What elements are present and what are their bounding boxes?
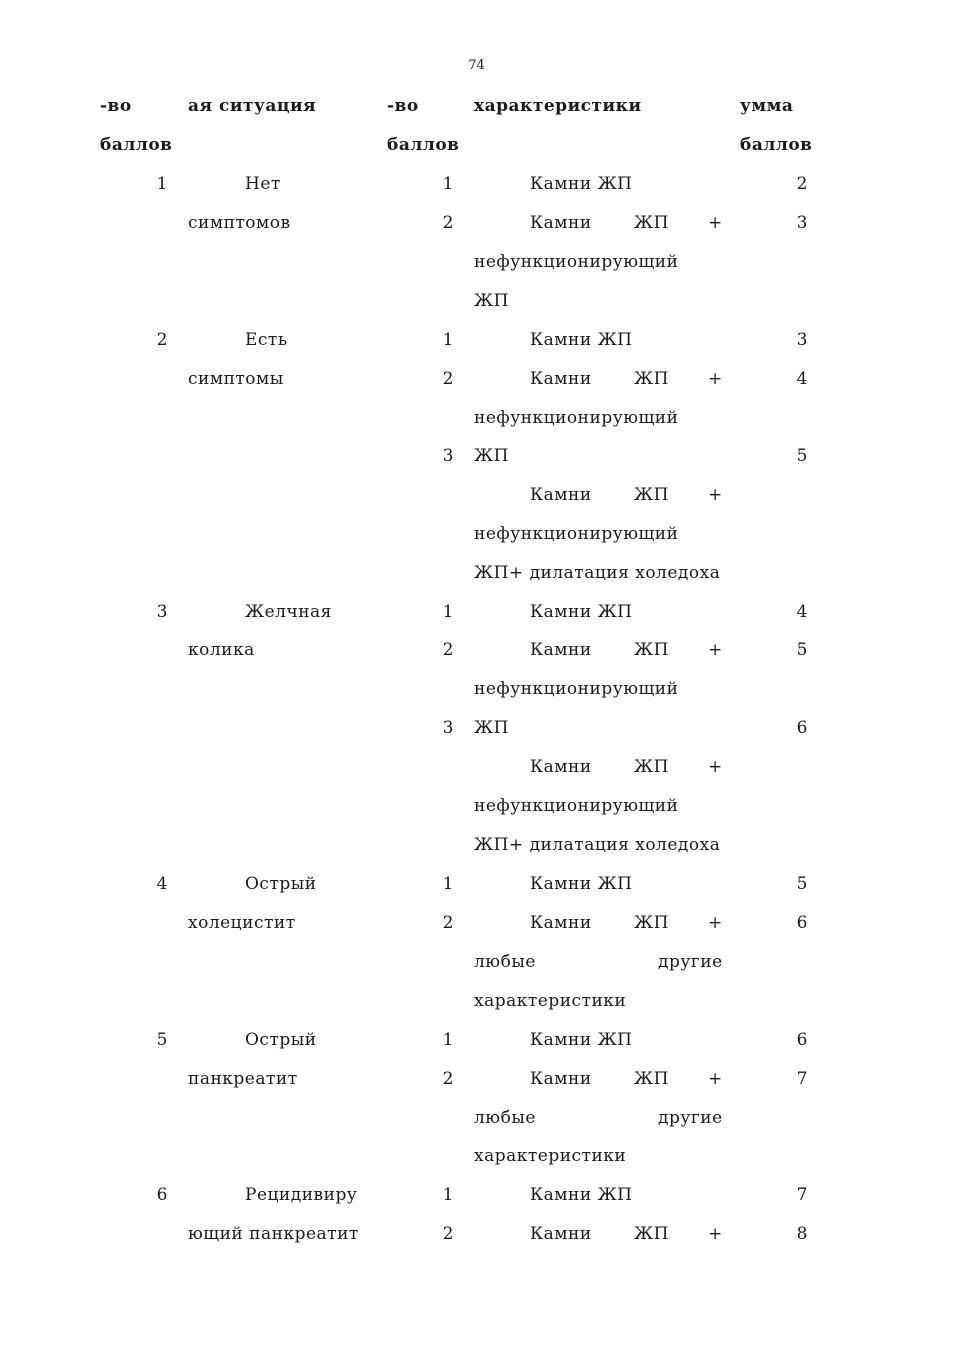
row-sub-score: 2 (442, 1224, 454, 1244)
row-situation: Острый (245, 874, 317, 894)
row-score: 6 (156, 1185, 168, 1205)
row-characteristic: характеристики (474, 1146, 627, 1166)
row-sub-score: 1 (442, 874, 454, 894)
row-characteristic: ЖП+ дилатация холедоха (474, 563, 721, 583)
table-row (0, 165, 953, 204)
table-row (0, 865, 953, 904)
row-characteristic: ЖП (634, 213, 669, 233)
row-characteristic: + (708, 757, 723, 777)
header-clinical-situation: ая ситуация (188, 96, 317, 116)
row-characteristic: Камни (530, 1224, 592, 1244)
table-row (0, 1099, 953, 1138)
row-characteristic: ЖП (474, 446, 509, 466)
row-situation: Нет (245, 174, 281, 194)
row-characteristic: Камни (530, 913, 592, 933)
table-row (0, 360, 953, 399)
table-row (0, 982, 953, 1021)
row-sum: 8 (796, 1224, 808, 1244)
row-characteristic: Камни (530, 369, 592, 389)
row-situation: колика (188, 640, 255, 660)
row-characteristic: Камни ЖП (530, 1185, 633, 1205)
table-row (0, 593, 953, 632)
row-characteristic: Камни (530, 757, 592, 777)
row-characteristic: Камни (530, 640, 592, 660)
row-sum: 6 (796, 1030, 808, 1050)
header-sum: умма (740, 96, 794, 116)
table-row (0, 904, 953, 943)
table-header-row-2 (0, 126, 953, 165)
row-characteristic: нефункционирующий (474, 679, 679, 699)
header-characteristics: характеристики (474, 96, 642, 116)
table-row (0, 204, 953, 243)
row-characteristic: + (708, 485, 723, 505)
table-row (0, 943, 953, 982)
row-situation: симптомы (188, 369, 284, 389)
table-row (0, 670, 953, 709)
row-sub-score: 1 (442, 1185, 454, 1205)
row-characteristic: + (708, 913, 723, 933)
row-sum: 5 (796, 874, 808, 894)
table-row (0, 787, 953, 826)
table-row (0, 515, 953, 554)
row-characteristic: + (708, 1069, 723, 1089)
header-sum-unit: баллов (740, 135, 813, 155)
row-situation: Желчная (245, 602, 332, 622)
header-score-unit: баллов (100, 135, 173, 155)
header-score-count: -во (100, 96, 132, 116)
row-characteristic: ЖП (634, 640, 669, 660)
row-score: 4 (156, 874, 168, 894)
row-characteristic: Камни (530, 213, 592, 233)
row-characteristic: нефункционирующий (474, 252, 679, 272)
row-characteristic: ЖП (474, 291, 509, 311)
table-row (0, 709, 953, 748)
row-characteristic: + (708, 1224, 723, 1244)
row-score: 1 (156, 174, 168, 194)
row-sum: 6 (796, 913, 808, 933)
row-sub-score: 2 (442, 913, 454, 933)
table-header-row-1 (0, 87, 953, 126)
row-sum: 5 (796, 446, 808, 466)
table-row (0, 748, 953, 787)
row-sub-score: 3 (442, 446, 454, 466)
row-sum: 3 (796, 213, 808, 233)
row-sum: 4 (796, 369, 808, 389)
row-characteristic: ЖП (634, 1224, 669, 1244)
row-characteristic: Камни ЖП (530, 174, 633, 194)
row-sum: 6 (796, 718, 808, 738)
row-situation: ющий панкреатит (188, 1224, 359, 1244)
row-situation: симптомов (188, 213, 291, 233)
row-sum: 7 (796, 1185, 808, 1205)
row-characteristic: нефункционирующий (474, 796, 679, 816)
row-characteristic: Камни (530, 485, 592, 505)
row-characteristic: любые (474, 1108, 536, 1128)
row-score: 5 (156, 1030, 168, 1050)
row-characteristic: ЖП (634, 369, 669, 389)
table-row (0, 826, 953, 865)
row-characteristic: Камни (530, 1069, 592, 1089)
row-characteristic: ЖП (634, 485, 669, 505)
row-sub-score: 2 (442, 213, 454, 233)
row-sum: 7 (796, 1069, 808, 1089)
row-sub-score: 2 (442, 640, 454, 660)
row-characteristic: + (708, 369, 723, 389)
row-characteristic: нефункционирующий (474, 524, 679, 544)
row-situation: панкреатит (188, 1069, 298, 1089)
row-characteristic: Камни ЖП (530, 330, 633, 350)
table-row (0, 437, 953, 476)
row-sum: 4 (796, 602, 808, 622)
header-sub-score-count: -во (387, 96, 419, 116)
row-sum: 2 (796, 174, 808, 194)
row-sub-score: 2 (442, 1069, 454, 1089)
row-situation: Есть (245, 330, 288, 350)
table-row (0, 321, 953, 360)
row-characteristic: Камни ЖП (530, 602, 633, 622)
row-situation: холецистит (188, 913, 296, 933)
header-sub-score-unit: баллов (387, 135, 460, 155)
table-row (0, 631, 953, 670)
row-characteristic: характеристики (474, 991, 627, 1011)
table-row (0, 1021, 953, 1060)
row-characteristic: ЖП (634, 913, 669, 933)
table-row (0, 1176, 953, 1215)
row-characteristic: Камни ЖП (530, 1030, 633, 1050)
row-characteristic: + (708, 640, 723, 660)
row-sub-score: 3 (442, 718, 454, 738)
row-characteristic: ЖП+ дилатация холедоха (474, 835, 721, 855)
row-situation: Рецидивиру (245, 1185, 358, 1205)
row-sub-score: 1 (442, 174, 454, 194)
row-characteristic: любые (474, 952, 536, 972)
row-score: 2 (156, 330, 168, 350)
row-characteristic: другие (658, 1108, 723, 1128)
row-characteristic: нефункционирующий (474, 408, 679, 428)
row-sub-score: 1 (442, 602, 454, 622)
row-sum: 3 (796, 330, 808, 350)
table-row (0, 476, 953, 515)
row-characteristic: другие (658, 952, 723, 972)
table-row (0, 1137, 953, 1176)
row-characteristic: ЖП (634, 1069, 669, 1089)
table-row (0, 399, 953, 438)
table-row (0, 554, 953, 593)
row-situation: Острый (245, 1030, 317, 1050)
row-sum: 5 (796, 640, 808, 660)
row-sub-score: 1 (442, 330, 454, 350)
row-sub-score: 1 (442, 1030, 454, 1050)
table-row (0, 1060, 953, 1099)
row-characteristic: Камни ЖП (530, 874, 633, 894)
row-characteristic: ЖП (634, 757, 669, 777)
table-row (0, 282, 953, 321)
row-score: 3 (156, 602, 168, 622)
page-number: 74 (468, 58, 485, 73)
table-row (0, 1215, 953, 1254)
table-row (0, 243, 953, 282)
row-sub-score: 2 (442, 369, 454, 389)
row-characteristic: ЖП (474, 718, 509, 738)
row-characteristic: + (708, 213, 723, 233)
